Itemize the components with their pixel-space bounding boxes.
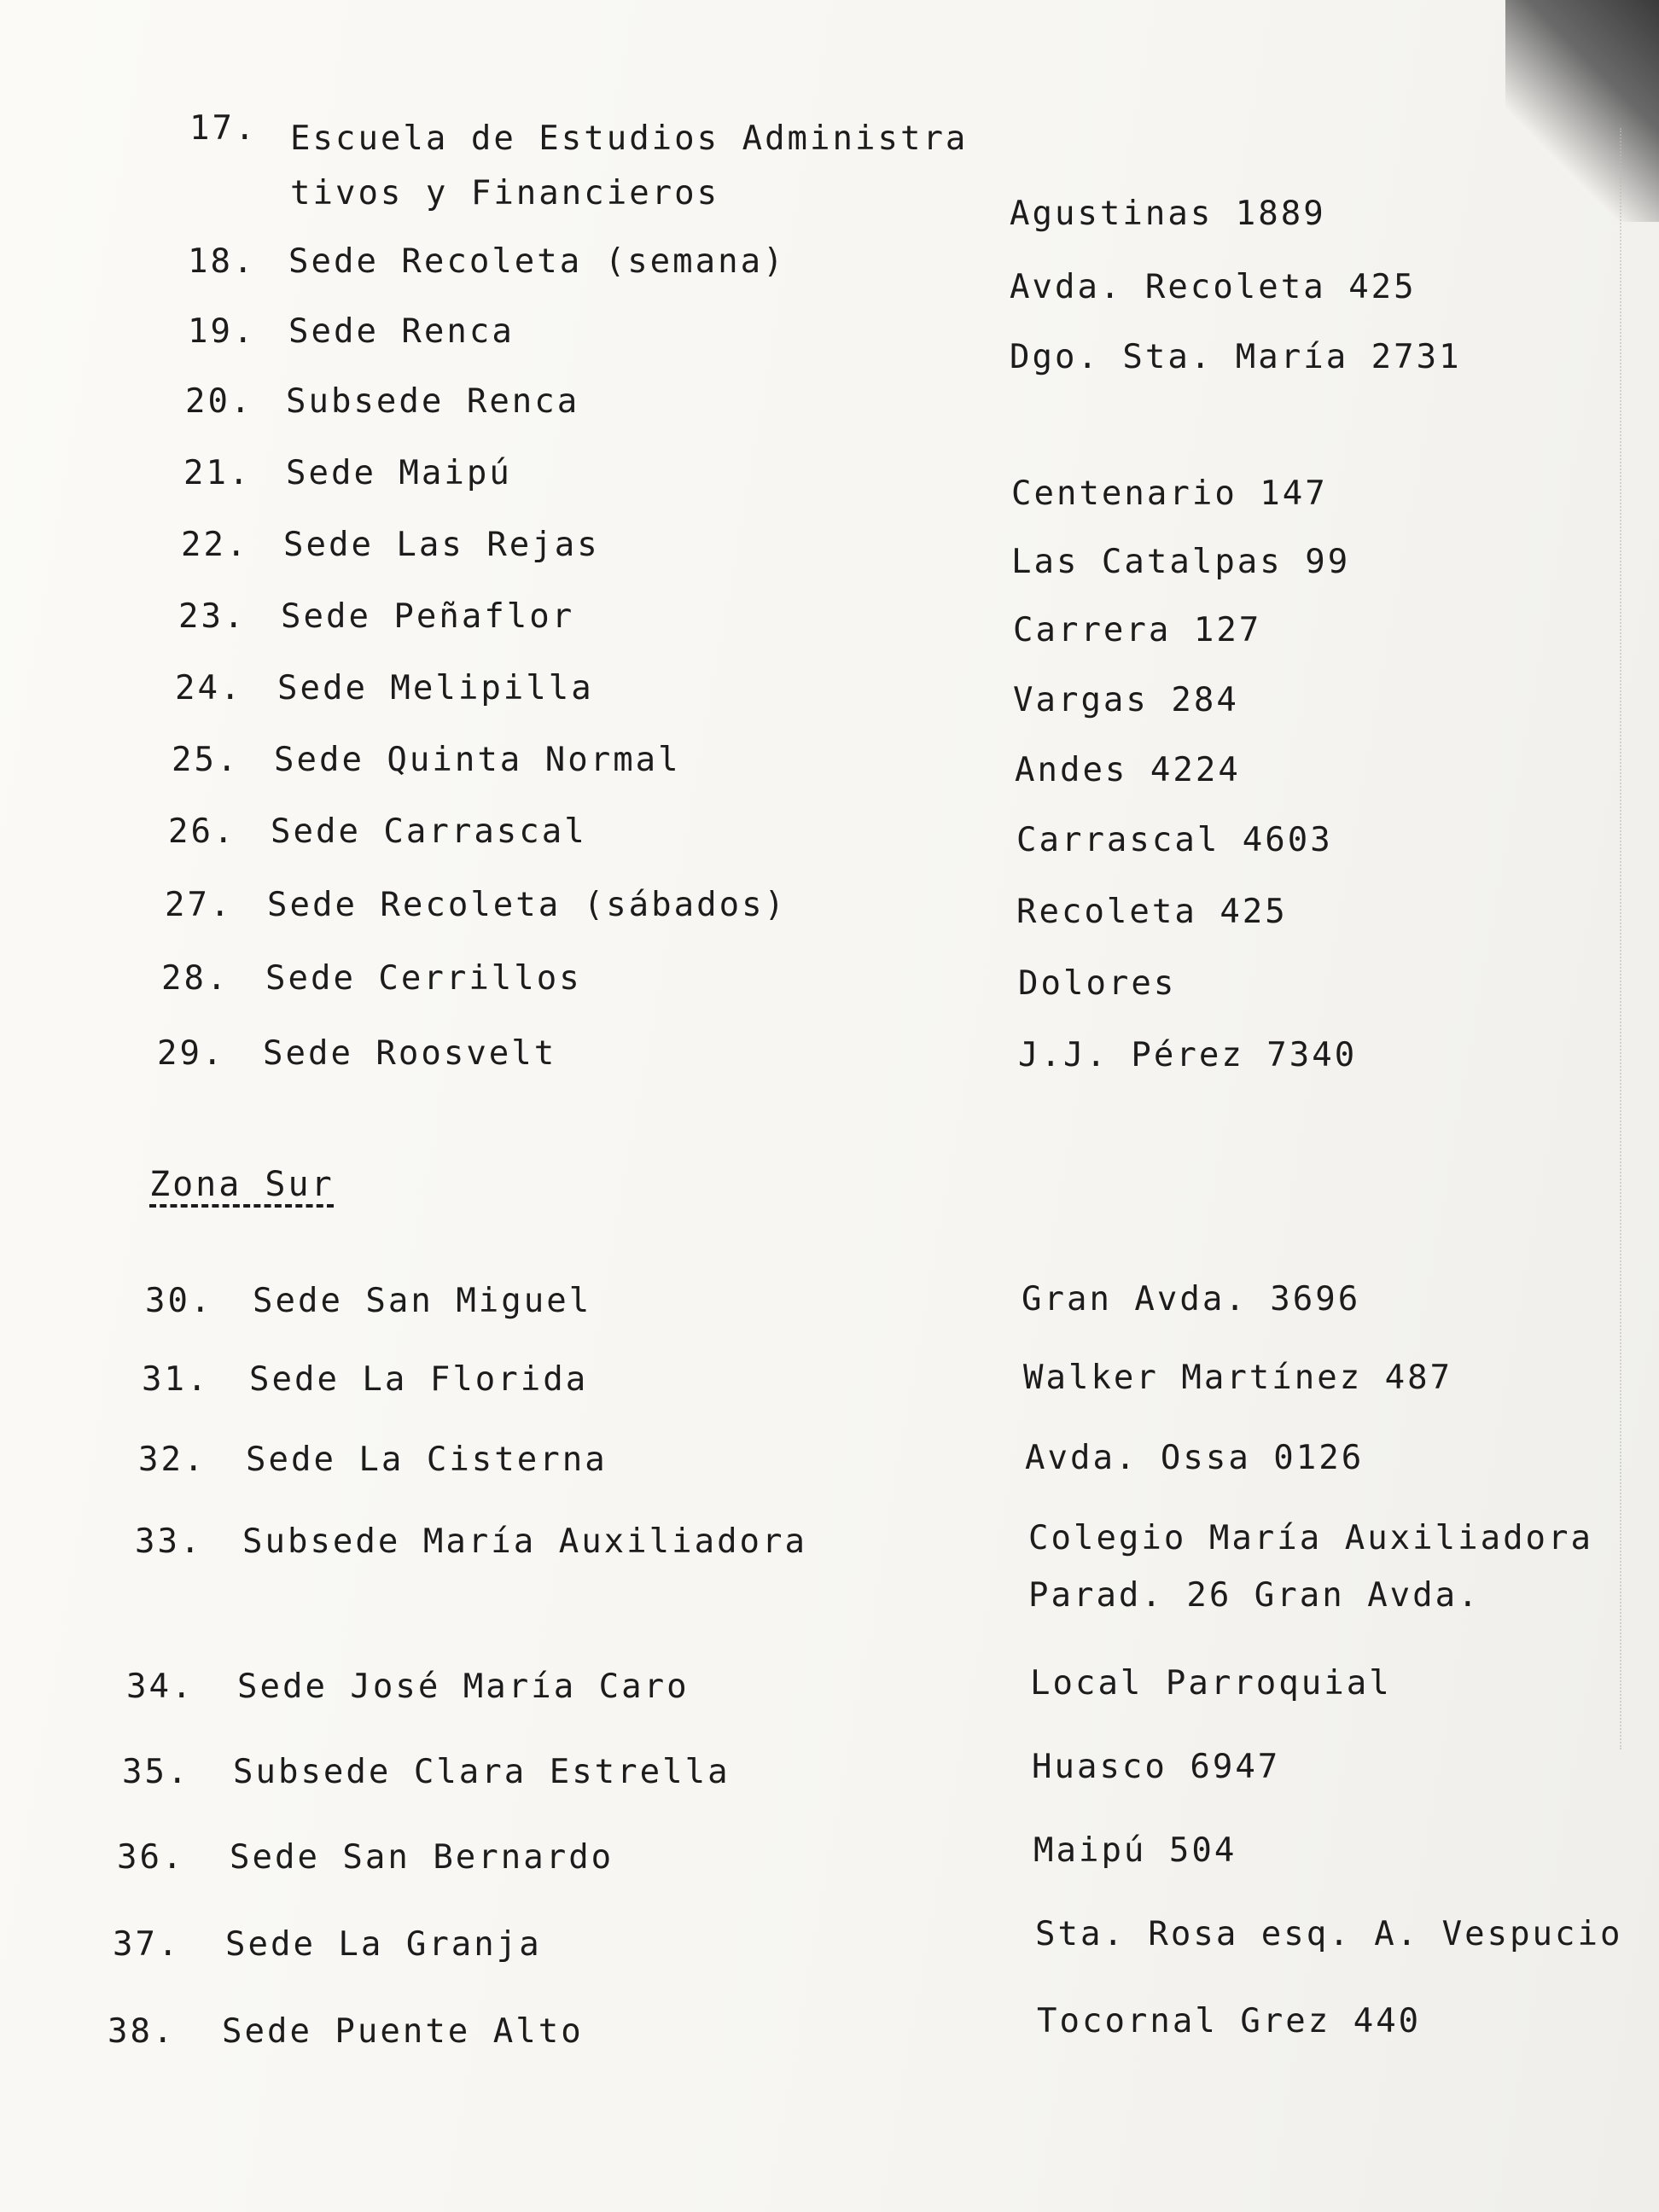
item-number: 38. — [108, 2012, 176, 2051]
item-number: 21. — [183, 454, 252, 492]
item-number: 31. — [142, 1360, 210, 1399]
item-name: Sede La Cisterna — [246, 1441, 608, 1479]
item-number: 25. — [172, 741, 240, 779]
item-address: Carrera 127 — [1013, 611, 1262, 649]
item-number: 34. — [126, 1668, 195, 1706]
item-number: 20. — [185, 382, 253, 421]
item-address: Vargas 284 — [1013, 681, 1239, 719]
item-address: Huasco 6947 — [1032, 1748, 1281, 1786]
item-number: 30. — [145, 1282, 213, 1320]
item-name: Sede La Granja — [225, 1925, 542, 1964]
item-address: Centenario 147 — [1011, 474, 1328, 513]
item-address: Carrascal 4603 — [1016, 821, 1333, 859]
item-address: Recoleta 425 — [1016, 893, 1288, 931]
item-address: Andes 4224 — [1015, 751, 1241, 789]
item-number: 29. — [157, 1034, 225, 1073]
item-name: Sede Recoleta (sábados) — [267, 886, 788, 924]
item-address: Las Catalpas 99 — [1011, 543, 1351, 581]
item-address-line2: Parad. 26 Gran Avda. — [1028, 1576, 1481, 1615]
item-number: 35. — [122, 1753, 190, 1791]
item-name: Sede Carrascal — [271, 812, 587, 851]
item-address: Gran Avda. 3696 — [1022, 1280, 1361, 1318]
item-name: Sede Las Rejas — [283, 526, 600, 564]
item-number: 24. — [175, 669, 243, 707]
item-name: Sede Peñaflor — [281, 597, 575, 636]
item-number: 32. — [138, 1441, 207, 1479]
item-number: 27. — [165, 886, 233, 924]
item-address: Sta. Rosa esq. A. Vespucio — [1035, 1915, 1623, 1953]
item-name: Escuela de Estudios Administra — [290, 119, 969, 158]
item-address — [1028, 1519, 1593, 1615]
item-number: 33. — [135, 1522, 203, 1561]
item-name: Subsede Renca — [286, 382, 580, 421]
item-name: Sede Maipú — [286, 454, 512, 492]
item-address: Local Parroquial — [1030, 1664, 1392, 1703]
item-name: Sede Roosvelt — [263, 1034, 557, 1073]
item-address: Avda. Recoleta 425 — [1010, 268, 1417, 306]
item-address: Walker Martínez 487 — [1023, 1359, 1453, 1397]
item-name: Sede Recoleta (semana) — [288, 242, 786, 281]
item-name: Subsede María Auxiliadora — [242, 1522, 807, 1561]
page-edge-marks — [1620, 128, 1647, 1749]
item-name: Sede La Florida — [249, 1360, 589, 1399]
item-number: 19. — [188, 312, 256, 351]
item-name: Sede Melipilla — [277, 669, 594, 707]
item-address: Avda. Ossa 0126 — [1025, 1439, 1365, 1477]
item-number: 18. — [188, 242, 256, 281]
item-name: Sede San Miguel — [253, 1282, 592, 1320]
item-number: 37. — [113, 1925, 181, 1964]
item-number: 36. — [117, 1838, 185, 1877]
item-name: Sede Puente Alto — [222, 2012, 584, 2051]
item-address: Tocornal Grez 440 — [1037, 2002, 1422, 2040]
item-name: Sede Renca — [288, 312, 515, 351]
item-name: Sede José María Caro — [237, 1668, 690, 1706]
item-address: Agustinas 1889 — [1010, 195, 1326, 233]
item-name: Subsede Clara Estrella — [233, 1753, 731, 1791]
item-number: 26. — [168, 812, 236, 851]
item-number: 28. — [161, 959, 230, 998]
section-heading: Zona Sur — [149, 1165, 335, 1204]
item-number: 23. — [178, 597, 247, 636]
item-address: Dgo. Sta. María 2731 — [1010, 338, 1462, 376]
item-address: J.J. Pérez 7340 — [1018, 1036, 1358, 1074]
item-address: Maipú 504 — [1033, 1831, 1237, 1870]
item-address: Dolores — [1018, 964, 1177, 1003]
item-number: 22. — [181, 526, 249, 564]
item-number: 17. — [189, 109, 258, 148]
item-name: Sede San Bernardo — [230, 1838, 614, 1877]
item-name: Sede Cerrillos — [265, 959, 582, 998]
item-address-line1: Colegio María Auxiliadora — [1028, 1519, 1593, 1557]
item-name-continued: tivos y Financieros — [290, 174, 720, 212]
item-name: Sede Quinta Normal — [274, 741, 681, 779]
